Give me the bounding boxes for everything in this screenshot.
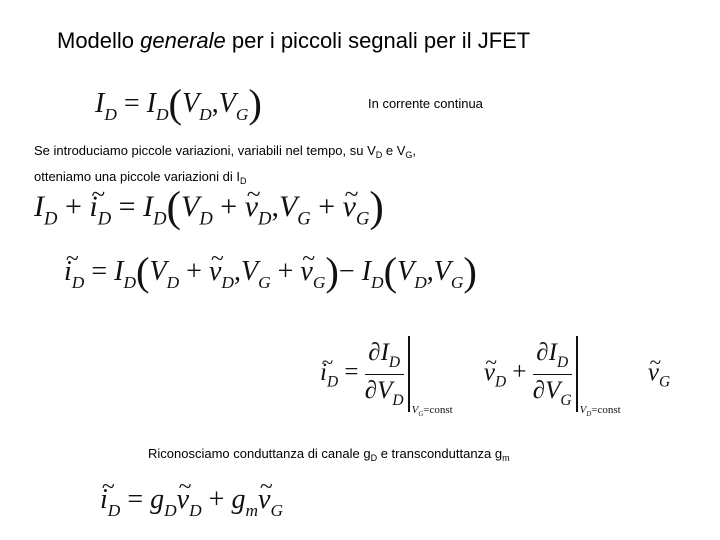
recognize-text: Riconosciamo conduttanza di canale $g_D$ e transconduttanza $g_m$	[148, 446, 510, 463]
limit-vg-const: $V_G=const$	[411, 403, 453, 418]
intro-text: Se introduciamo piccole variazioni, variabili nel tempo, su $V_D$ e $V_G$, otteniamo una piccole variazioni di $I_D$	[34, 143, 417, 186]
title-part2: per i piccoli segnali per il JFET	[225, 28, 531, 53]
equation-small-signal-model: ~ $i_D$ = $g_D\sim$ $v_D$ + $g_m\sim$ $v_G$	[100, 484, 283, 521]
equation-partial-derivatives: ~ $i_D$ = $\frac{\partial I_D}{\partial V_D}$ $V_G=const$ ~ $v_D$ + $\frac{\partial I_D}{\partial V_G}$ $V_D=const$ ~ $v_G$	[320, 336, 670, 412]
equation-small-variation: $I_D$ + ~ $i_D = I_D(V_D$ + ~ $v_D,V_G$ + ~ $v_G$)	[34, 190, 384, 230]
title-emphasis: generale	[140, 28, 226, 53]
dc-note: In corrente continua	[368, 96, 483, 111]
title-part1: Modello	[57, 28, 141, 53]
limit-vd-const: $V_D=const$	[579, 403, 621, 418]
equation-difference: ~ $i_D = I_D(V_D$ + ~ $v_D,V_G$ + ~ $v_G)- I_D(V_D,V_G)$	[64, 256, 477, 293]
slide-title	[57, 28, 530, 54]
equation-dc: $I_D = I_D(V_D,V_G)$	[95, 80, 262, 126]
